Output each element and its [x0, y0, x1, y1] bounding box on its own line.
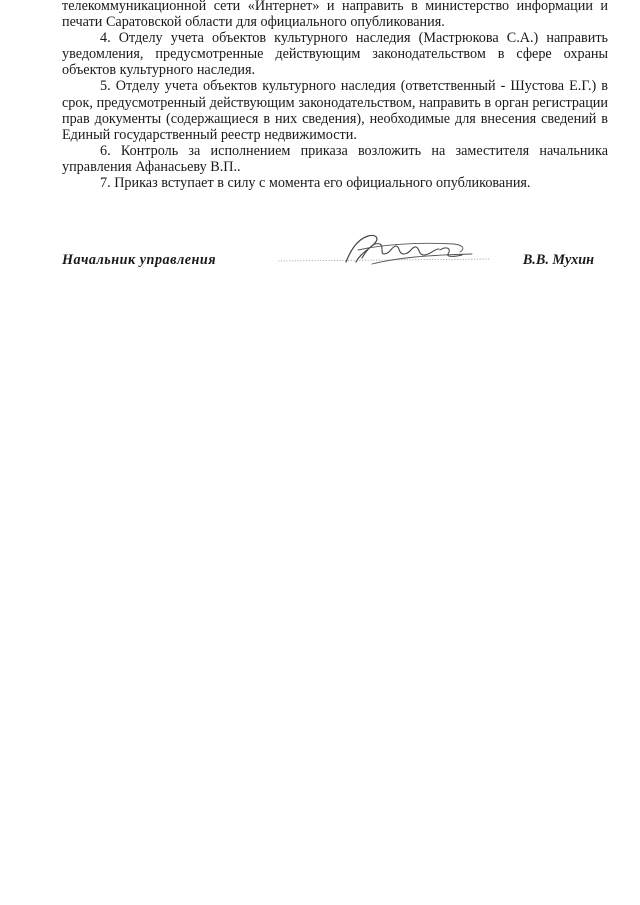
paragraph-item-7: 7. Приказ вступает в силу с момента его официального опубликования. — [100, 175, 531, 192]
signature-block — [62, 228, 608, 278]
signatory-name: В.В. Мухин — [522, 252, 594, 268]
signatory-title: Начальник управления — [62, 252, 217, 268]
handwritten-signature — [276, 228, 506, 276]
document-body — [62, 0, 608, 191]
paragraph-item-5: 5. Отделу учета объектов культурного наследия (ответственный - Шустова Е.Г.) в срок, предусмотренный действующим законодательством, направить в орган регистрации прав документы (содержащиеся в них сведения), необходимые для внесения сведений в Единый государственный реестр недвижимости. — [62, 78, 608, 143]
paragraph-continuation: телекоммуникационной сети «Интернет» и направить в министерство информации и печати Саратовской области для официального опубликования. — [62, 0, 608, 31]
paragraph-item-6: 6. Контроль за исполнением приказа возложить на заместителя начальника управления Афанасьеву В.П.. — [62, 142, 608, 175]
paragraph-item-4: 4. Отделу учета объектов культурного наследия (Мастрюкова С.А.) направить уведомления, предусмотренные действующим законодательством в сфере охраны объектов культурного наследия. — [62, 30, 608, 79]
